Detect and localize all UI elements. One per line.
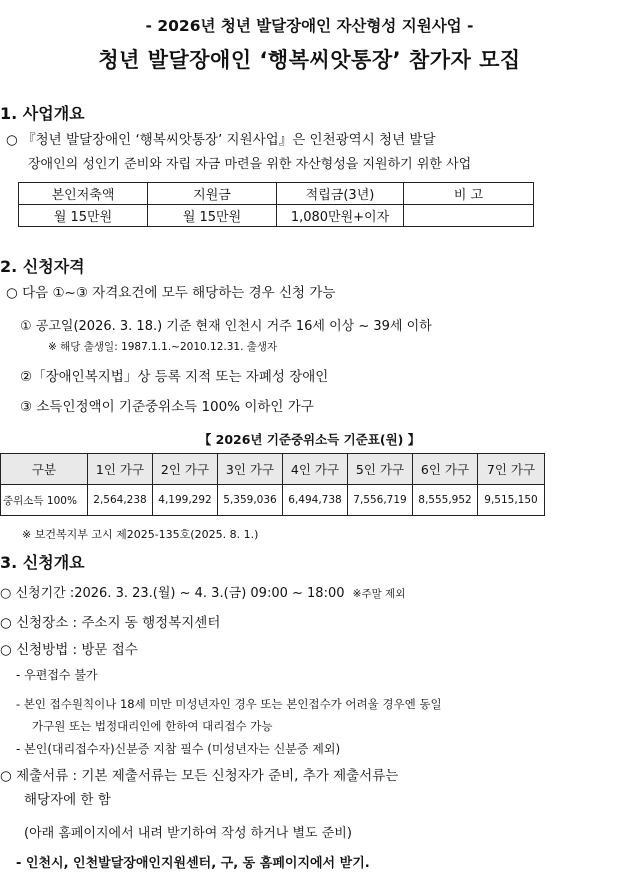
- savings-header-cell: 적립금(3년): [277, 183, 404, 205]
- income-value-cell: 8,555,952: [413, 485, 478, 516]
- income-value-cell: 6,494,738: [283, 485, 348, 516]
- income-header-cell: 5인 가구: [348, 454, 413, 485]
- income-table-title: 【 2026년 기준중위소득 기준표(원) 】: [198, 432, 421, 447]
- savings-table: [18, 182, 534, 227]
- documents-line4: - 인천시, 인천발달장애인지원센터, 구, 동 홈페이지에서 받기.: [16, 856, 370, 871]
- document-subtitle: - 2026년 청년 발달장애인 자산형성 지원사업 -: [145, 17, 474, 35]
- eligibility-item-2: ②「장애인복지법」상 등록 지적 또는 자폐성 장애인: [20, 369, 329, 385]
- savings-table-row: [19, 205, 534, 227]
- income-value-cell: 4,199,292: [153, 485, 218, 516]
- income-header-cell: 6인 가구: [413, 454, 478, 485]
- application-method: ○ 신청방법 : 방문 접수: [0, 642, 138, 658]
- savings-header-cell: 본인저축액: [19, 183, 148, 205]
- section2-intro: ○ 다음 ①~③ 자격요건에 모두 해당하는 경우 신청 가능: [6, 285, 336, 301]
- eligibility-item-3: ③ 소득인정액이 기준중위소득 100% 이하인 가구: [20, 399, 314, 415]
- income-header-cell: 2인 가구: [153, 454, 218, 485]
- application-period-note: ※주말 제외: [352, 588, 406, 600]
- income-header-cell: 3인 가구: [218, 454, 283, 485]
- method-sub-1: - 우편접수 불가: [16, 668, 98, 682]
- section1-desc-line1: ○ 『청년 발달장애인 ‘행복씨앗통장’ 지원사업』은 인천광역시 청년 발달: [6, 132, 436, 148]
- section2-heading: 2. 신청자격: [0, 257, 85, 276]
- savings-table-header-row: [19, 183, 534, 205]
- income-header-cell: 구분: [1, 454, 88, 485]
- section1-heading: 1. 사업개요: [0, 104, 85, 123]
- income-row-label: 중위소득 100%: [1, 485, 88, 516]
- savings-cell: 1,080만원+이자: [277, 205, 404, 227]
- income-value-cell: 5,359,036: [218, 485, 283, 516]
- documents-line1: ○ 제출서류 : 기본 제출서류는 모든 신청자가 준비, 추가 제출서류는: [0, 768, 399, 784]
- income-table: [0, 453, 545, 516]
- income-header-cell: 7인 가구: [478, 454, 545, 485]
- method-sub-2-line1: - 본인 접수원칙이나 18세 미만 미성년자인 경우 또는 본인접수가 어려울 경우엔 동일: [16, 697, 442, 711]
- savings-header-cell: 지원금: [148, 183, 277, 205]
- savings-cell: 월 15만원: [19, 205, 148, 227]
- documents-line3: (아래 홈페이지에서 내려 받기하여 작성 하거나 별도 준비): [24, 826, 352, 841]
- income-source-note: ※ 보건복지부 고시 제2025-135호(2025. 8. 1.): [22, 528, 259, 541]
- income-header-cell: 1인 가구: [88, 454, 153, 485]
- savings-header-cell: 비 고: [404, 183, 534, 205]
- application-place: ○ 신청장소 : 주소지 동 행정복지센터: [0, 615, 221, 631]
- income-header-cell: 4인 가구: [283, 454, 348, 485]
- income-value-cell: 9,515,150: [478, 485, 545, 516]
- income-value-cell: 7,556,719: [348, 485, 413, 516]
- savings-cell: [404, 205, 534, 227]
- income-value-cell: 2,564,238: [88, 485, 153, 516]
- section3-heading: 3. 신청개요: [0, 553, 85, 572]
- documents-line2: 해당자에 한 함: [24, 792, 111, 808]
- application-period: [0, 582, 405, 601]
- eligibility-item-1: ① 공고일(2026. 3. 18.) 기준 현재 인천시 거주 16세 이상 ~ 39세 이하: [20, 319, 432, 334]
- income-table-header-row: [1, 454, 545, 485]
- method-sub-2-line2: 가구원 또는 법정대리인에 한하여 대리접수 가능: [32, 719, 273, 733]
- section1-desc-line2: 장애인의 성인기 준비와 자립 자금 마련을 위한 자산형성을 지원하기 위한 사업: [28, 157, 472, 172]
- document-title: 청년 발달장애인 ‘행복씨앗통장’ 참가자 모집: [98, 48, 521, 72]
- eligibility-item-1-note: ※ 해당 출생일: 1987.1.1.~2010.12.31. 출생자: [48, 341, 278, 353]
- savings-cell: 월 15만원: [148, 205, 277, 227]
- income-table-row: [1, 485, 545, 516]
- application-period-text: ○ 신청기간 :2026. 3. 23.(월) ~ 4. 3.(금) 09:00 ~ 18:00: [0, 586, 345, 601]
- method-sub-3: - 본인(대리접수자)신분증 지참 필수 (미성년자는 신분증 제외): [16, 742, 341, 756]
